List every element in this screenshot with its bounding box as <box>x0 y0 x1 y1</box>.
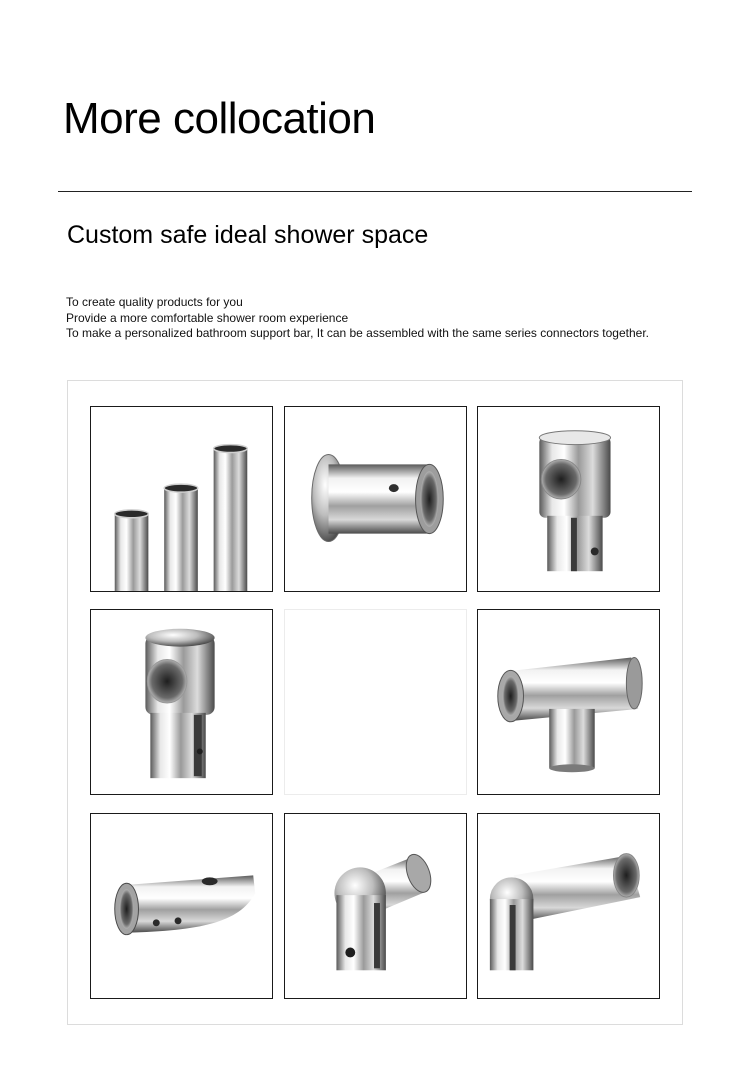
product-card-side-clamp[interactable] <box>477 813 660 999</box>
round-glass-clamp-icon <box>91 610 272 794</box>
product-gallery <box>67 380 683 1025</box>
chrome-tubes-icon <box>91 407 272 591</box>
description <box>66 295 649 342</box>
page-title: More collocation <box>63 94 376 143</box>
product-card-tube-end[interactable] <box>284 406 467 592</box>
product-card-empty <box>284 609 467 795</box>
divider <box>58 191 692 192</box>
angled-end-bracket-icon <box>91 814 272 998</box>
cross-glass-clamp-icon <box>478 407 659 591</box>
product-card-tee[interactable] <box>477 609 660 795</box>
product-card-tubes[interactable] <box>90 406 273 592</box>
product-card-round-clamp[interactable] <box>90 609 273 795</box>
product-card-cross-clamp[interactable] <box>477 406 660 592</box>
description-line: To make a personalized bathroom support bar, It can be assembled with the same series connectors together. <box>66 326 649 340</box>
product-card-elbow-clamp[interactable] <box>284 813 467 999</box>
side-glass-clamp-icon <box>478 814 659 998</box>
description-line: To create quality products for you <box>66 295 243 309</box>
section-subtitle: Custom safe ideal shower space <box>67 221 429 249</box>
tube-end-connector-icon <box>285 407 466 591</box>
product-card-angled-bracket[interactable] <box>90 813 273 999</box>
tee-connector-icon <box>478 610 659 794</box>
elbow-glass-clamp-icon <box>285 814 466 998</box>
description-line: Provide a more comfortable shower room experience <box>66 310 349 325</box>
